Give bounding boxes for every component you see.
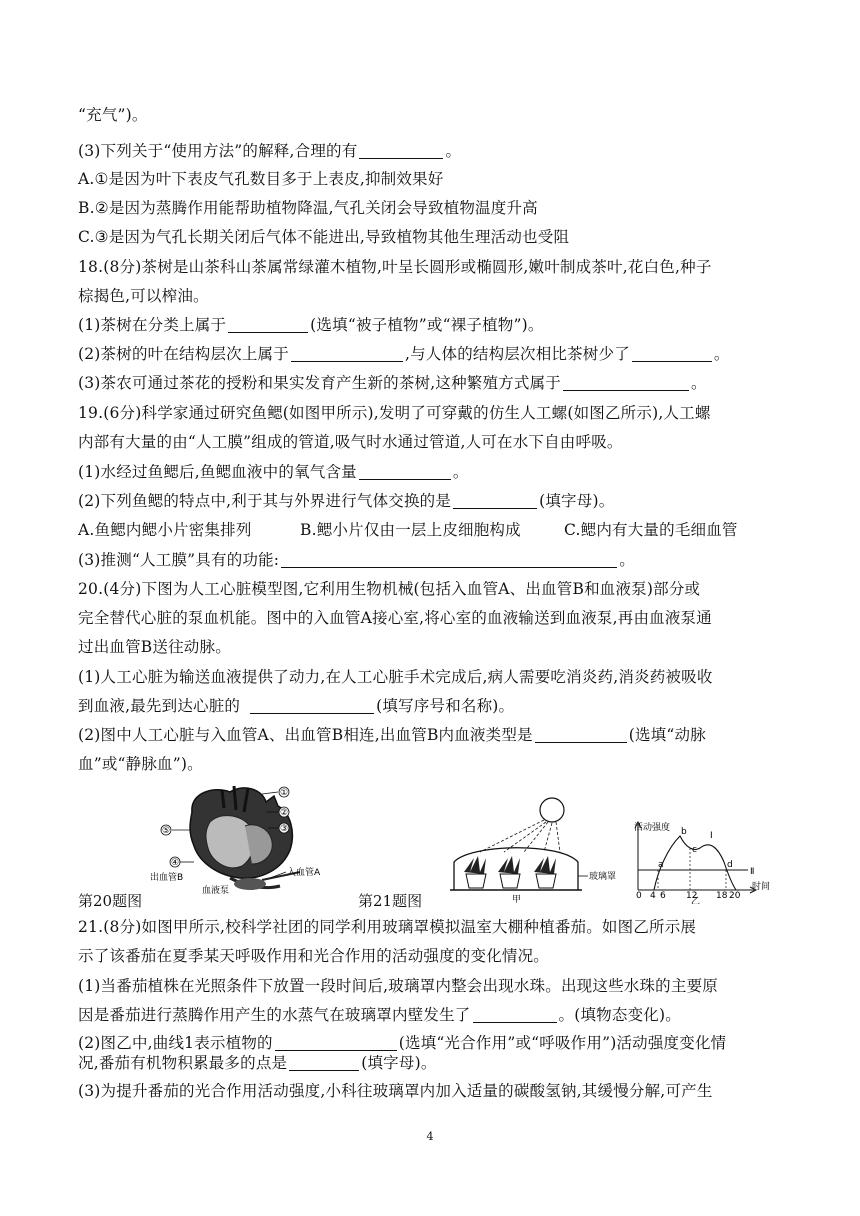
answer-blank [275, 1034, 397, 1051]
sun-icon [540, 798, 564, 822]
tick-6: 6 [660, 891, 666, 901]
question-18: 18.(8分)茶树是山茶科山茶属常绿灌木植物,叶呈长圆形或椭圆形,嫩叶制成茶叶,花白色,种子 [78, 258, 712, 276]
answer-blank [250, 697, 374, 714]
figure-20-caption: 第20题图 [78, 892, 143, 910]
point-b: b [681, 827, 687, 837]
answer-blank [632, 345, 712, 362]
question-19-options [78, 519, 778, 541]
question-21-cont: 示了该番茄在夏季某天呼吸作用和光合作用的活动强度的变化情况。 [78, 947, 550, 965]
activity-graph [628, 818, 778, 904]
figure-yi-label: 乙 [691, 897, 701, 904]
figure-jia-label: 甲 [512, 895, 522, 904]
heart-diagram [150, 782, 330, 894]
answer-blank [359, 142, 443, 159]
tick-20: 20 [729, 891, 741, 901]
question-18-2: (2)茶树的叶在结构层次上属于 ,与人体的结构层次相比茶树少了 。 [78, 345, 730, 363]
option-b: B.②是因为蒸腾作用能帮助植物降温,气孔关闭会导致植物温度升高 [78, 199, 538, 217]
greenhouse-diagram [440, 792, 620, 904]
answer-blank [453, 492, 537, 509]
heart-label-3: ③ [279, 824, 289, 834]
option-a: A.①是因为叶下表皮气孔数目多于上表皮,抑制效果好 [78, 170, 444, 188]
question-20-2: (2)图中人工心脏与入血管A、出血管B相连,出血管B内血液类型是 (选填“动脉 [78, 726, 706, 744]
curve-1-label: I [710, 831, 713, 841]
outlet-b-label: 出血管B [150, 873, 184, 883]
question-20-2-cont: 血”或“静脉血”)。 [78, 755, 203, 773]
question-21-2-cont: 况,番茄有机物积累最多的点是 (填字母)。 [78, 1054, 437, 1072]
graph-ylabel: 活动强度 [634, 823, 671, 833]
option-a: A.鱼鳃内鳃小片密集排列 [78, 521, 252, 539]
heart-label-4: ④ [170, 858, 180, 868]
answer-blank [473, 1006, 557, 1023]
option-c: C.③是因为气孔长期关闭后气体不能进出,导致植物其他生理活动也受阻 [78, 228, 570, 246]
question-19-3: (3)推测“人工膜”具有的功能: 。 [78, 551, 635, 569]
point-d: d [727, 860, 733, 870]
question-21-1-cont: 因是番茄进行蒸腾作用产生的水蒸气在玻璃罩内壁发生了 。(填物态变化)。 [78, 1006, 681, 1024]
pump-label: 血液泵 [202, 886, 230, 894]
text-line: “充气”)。 [78, 106, 148, 124]
question-20: 20.(4分)下图为人工心脏模型图,它利用生物机械(包括入血管A、出血管B和血液泵)部分或 [78, 580, 701, 598]
heart-label-5: ⑤ [161, 826, 171, 836]
question-20-1-cont: 到血液,最先到达心脏的 (填写序号和名称)。 [78, 697, 515, 715]
tick-4: 4 [650, 891, 656, 901]
inlet-a-label: 入血管A [287, 868, 321, 878]
tick-18: 18 [716, 891, 728, 901]
question-20-1: (1)人工心脏为输送血液提供了动力,在人工心脏手术完成后,病人需要吃消炎药,消炎药被吸收 [78, 668, 713, 686]
answer-blank [359, 463, 451, 480]
question-18-1: (1)茶树在分类上属于 (选填“被子植物”或“裸子植物”)。 [78, 316, 544, 334]
question-20-cont: 完全替代心脏的泵血机能。图中的入血管A接心室,将心室的血液输送到血液泵,再由血液泵通 [78, 609, 712, 627]
answer-blank [289, 1054, 359, 1071]
question-21: 21.(8分)如图甲所示,校科学社团的同学利用玻璃罩模拟温室大棚种植番茄。如图乙所示展 [78, 918, 697, 936]
heart-label-1: ① [279, 788, 289, 798]
question-19-1: (1)水经过鱼鳃后,鱼鳃血液中的氧气含量 。 [78, 463, 469, 481]
curve-2-label: Ⅱ [750, 867, 755, 877]
question-17-3: (3)下列关于“使用方法”的解释,合理的有 。 [78, 142, 462, 160]
glass-cover-label: 玻璃罩 [589, 872, 617, 882]
answer-blank [291, 345, 403, 362]
page-number: 4 [426, 1130, 434, 1143]
tick-0: 0 [636, 891, 642, 901]
graph-xlabel: 时间 [752, 882, 771, 892]
question-19: 19.(6分)科学家通过研究鱼鳃(如图甲所示),发明了可穿戴的仿生人工螺(如图乙所示),人工螺 [78, 404, 711, 422]
point-c: c [692, 845, 697, 855]
tick-12: 12 [686, 891, 698, 901]
point-a: a [658, 860, 664, 870]
heart-label-2: ② [279, 808, 289, 818]
question-18-3: (3)茶农可通过茶花的授粉和果实发育产生新的茶树,这种繁殖方式属于 。 [78, 374, 707, 392]
question-20-cont2: 过出血管B送往动脉。 [78, 638, 231, 656]
figure-21-caption: 第21题图 [358, 892, 423, 910]
answer-blank [281, 551, 617, 568]
option-b: B.鳃小片仅由一层上皮细胞构成 [300, 521, 521, 539]
question-19-cont: 内部有大量的由“人工膜”组成的管道,吸气时水通过管道,人可在水下自由呼吸。 [78, 433, 623, 451]
question-21-1: (1)当番茄植株在光照条件下放置一段时间后,玻璃罩内整会出现水珠。出现这些水珠的主要原 [78, 977, 718, 995]
question-19-2: (2)下列鱼鳃的特点中,利于其与外界进行气体交换的是 (填字母)。 [78, 492, 615, 510]
question-21-3: (3)为提升番茄的光合作用活动强度,小科往玻璃罩内加入适量的碳酸氢钠,其缓慢分解,可产生 [78, 1082, 713, 1100]
answer-blank [563, 374, 689, 391]
answer-blank [228, 316, 308, 333]
question-18-cont: 棕揭色,可以榨油。 [78, 287, 209, 305]
question-21-2: (2)图乙中,曲线1表示植物的 (选填“光合作用”或“呼吸作用”)活动强度变化情 [78, 1034, 727, 1052]
answer-blank [535, 726, 627, 743]
option-c: C.鳃内有大量的毛细血管 [564, 521, 738, 539]
